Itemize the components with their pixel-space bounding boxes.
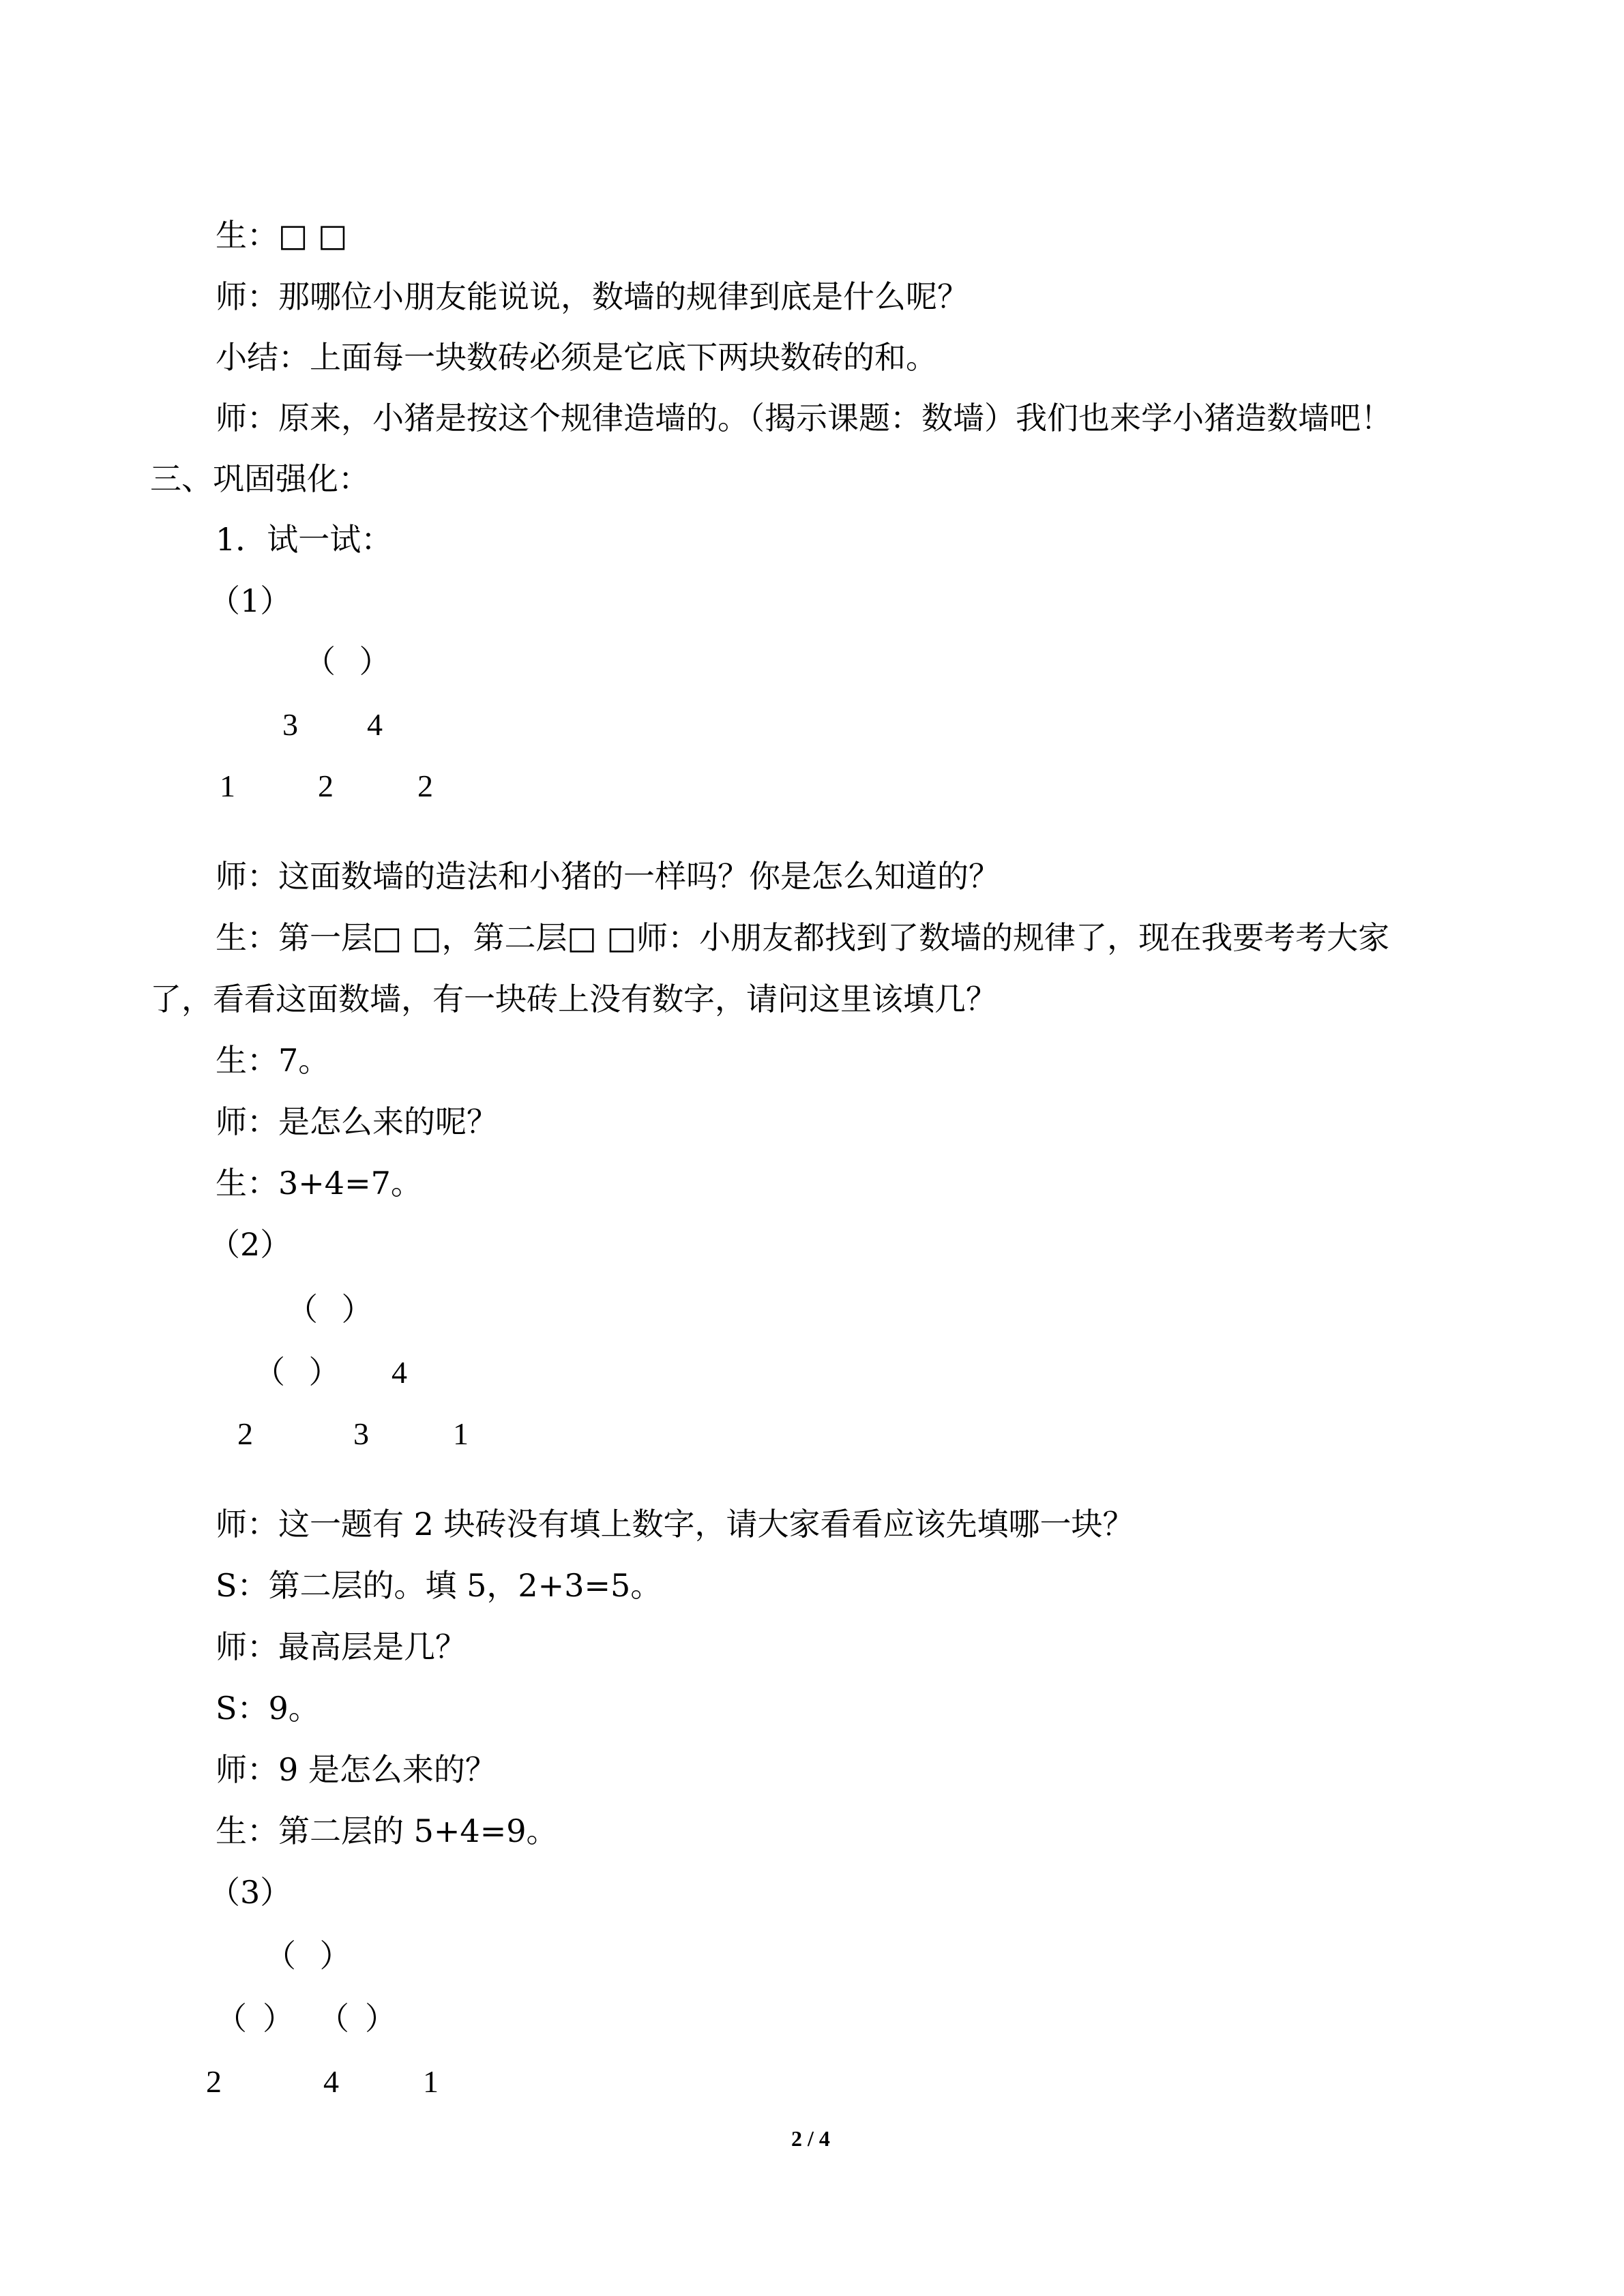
wall2-mid-blank: （ ） (254, 1355, 340, 1390)
dialog-line: 生：第二层的 5+4=9。 (216, 1813, 558, 1849)
dialog-line: 师：原来，小猪是按这个规律造墙的。（揭示课题：数墙）我们也来学小猪造数墙吧！ (216, 400, 1392, 436)
wall2-mid-value: 4 (392, 1355, 407, 1390)
wall3-mid-blank: （ ） (318, 2001, 396, 2036)
dialog-line: 师：那哪位小朋友能说说，数墙的规律到底是什么呢？ (216, 278, 969, 315)
subsection-heading: 1．试一试： (216, 521, 393, 558)
dialog-line: 生：7。 (216, 1042, 330, 1079)
wall1-label: （1） (209, 582, 292, 619)
wall1-bottom-value: 2 (318, 769, 334, 803)
dialog-line: 了，看看这面数墙，有一块砖上没有数字，请问这里该填几？ (150, 981, 997, 1017)
section-heading: 三、巩固强化： (150, 460, 370, 497)
dialog-line: S：9。 (216, 1690, 320, 1727)
wall2-bottom-value: 3 (353, 1416, 369, 1451)
dialog-line: 师：最高层是几？ (216, 1628, 467, 1665)
wall2-label: （2） (209, 1226, 292, 1263)
wall2-bottom-value: 1 (453, 1416, 469, 1451)
dialog-line: S：第二层的。填 5，2+3=5。 (216, 1567, 662, 1604)
wall3-bottom-value: 1 (423, 2064, 439, 2099)
wall3-bottom-value: 4 (323, 2064, 339, 2099)
page-number: 2 / 4 (791, 2126, 830, 2151)
wall1-bottom-value: 1 (220, 769, 235, 803)
wall3-mid-blank: （ ） (216, 2001, 294, 2036)
wall1-mid-value: 3 (282, 707, 298, 742)
wall3-bottom-value: 2 (206, 2064, 222, 2099)
wall2-bottom-value: 2 (237, 1416, 253, 1451)
dialog-line: 师：是怎么来的呢？ (216, 1103, 498, 1140)
dialog-line: 师：这一题有 2 块砖没有填上数字，请大家看看应该先填哪一块？ (216, 1506, 1134, 1542)
wall3-top-blank: （ ） (265, 1939, 351, 1973)
wall1-bottom-value: 2 (417, 769, 433, 803)
dialog-line: 师：9 是怎么来的？ (216, 1751, 497, 1788)
dialog-line: 师：这面数墙的造法和小猪的一样吗？你是怎么知道的？ (216, 858, 1000, 895)
summary-line: 小结：上面每一块数砖必须是它底下两块数砖的和。 (216, 339, 937, 376)
wall1-mid-value: 4 (367, 707, 383, 742)
dialog-line: 生：第一层□ □，第二层□ □师：小朋友都找到了数墙的规律了，现在我要考考大家 (216, 919, 1390, 956)
wall3-label: （3） (209, 1874, 292, 1911)
wall2-top-blank: （ ） (286, 1292, 373, 1327)
dialog-line: 生：3+4=7。 (216, 1165, 422, 1202)
dialog-line: 生：□ □ (216, 217, 348, 254)
wall1-top-blank: （ ） (304, 644, 391, 679)
